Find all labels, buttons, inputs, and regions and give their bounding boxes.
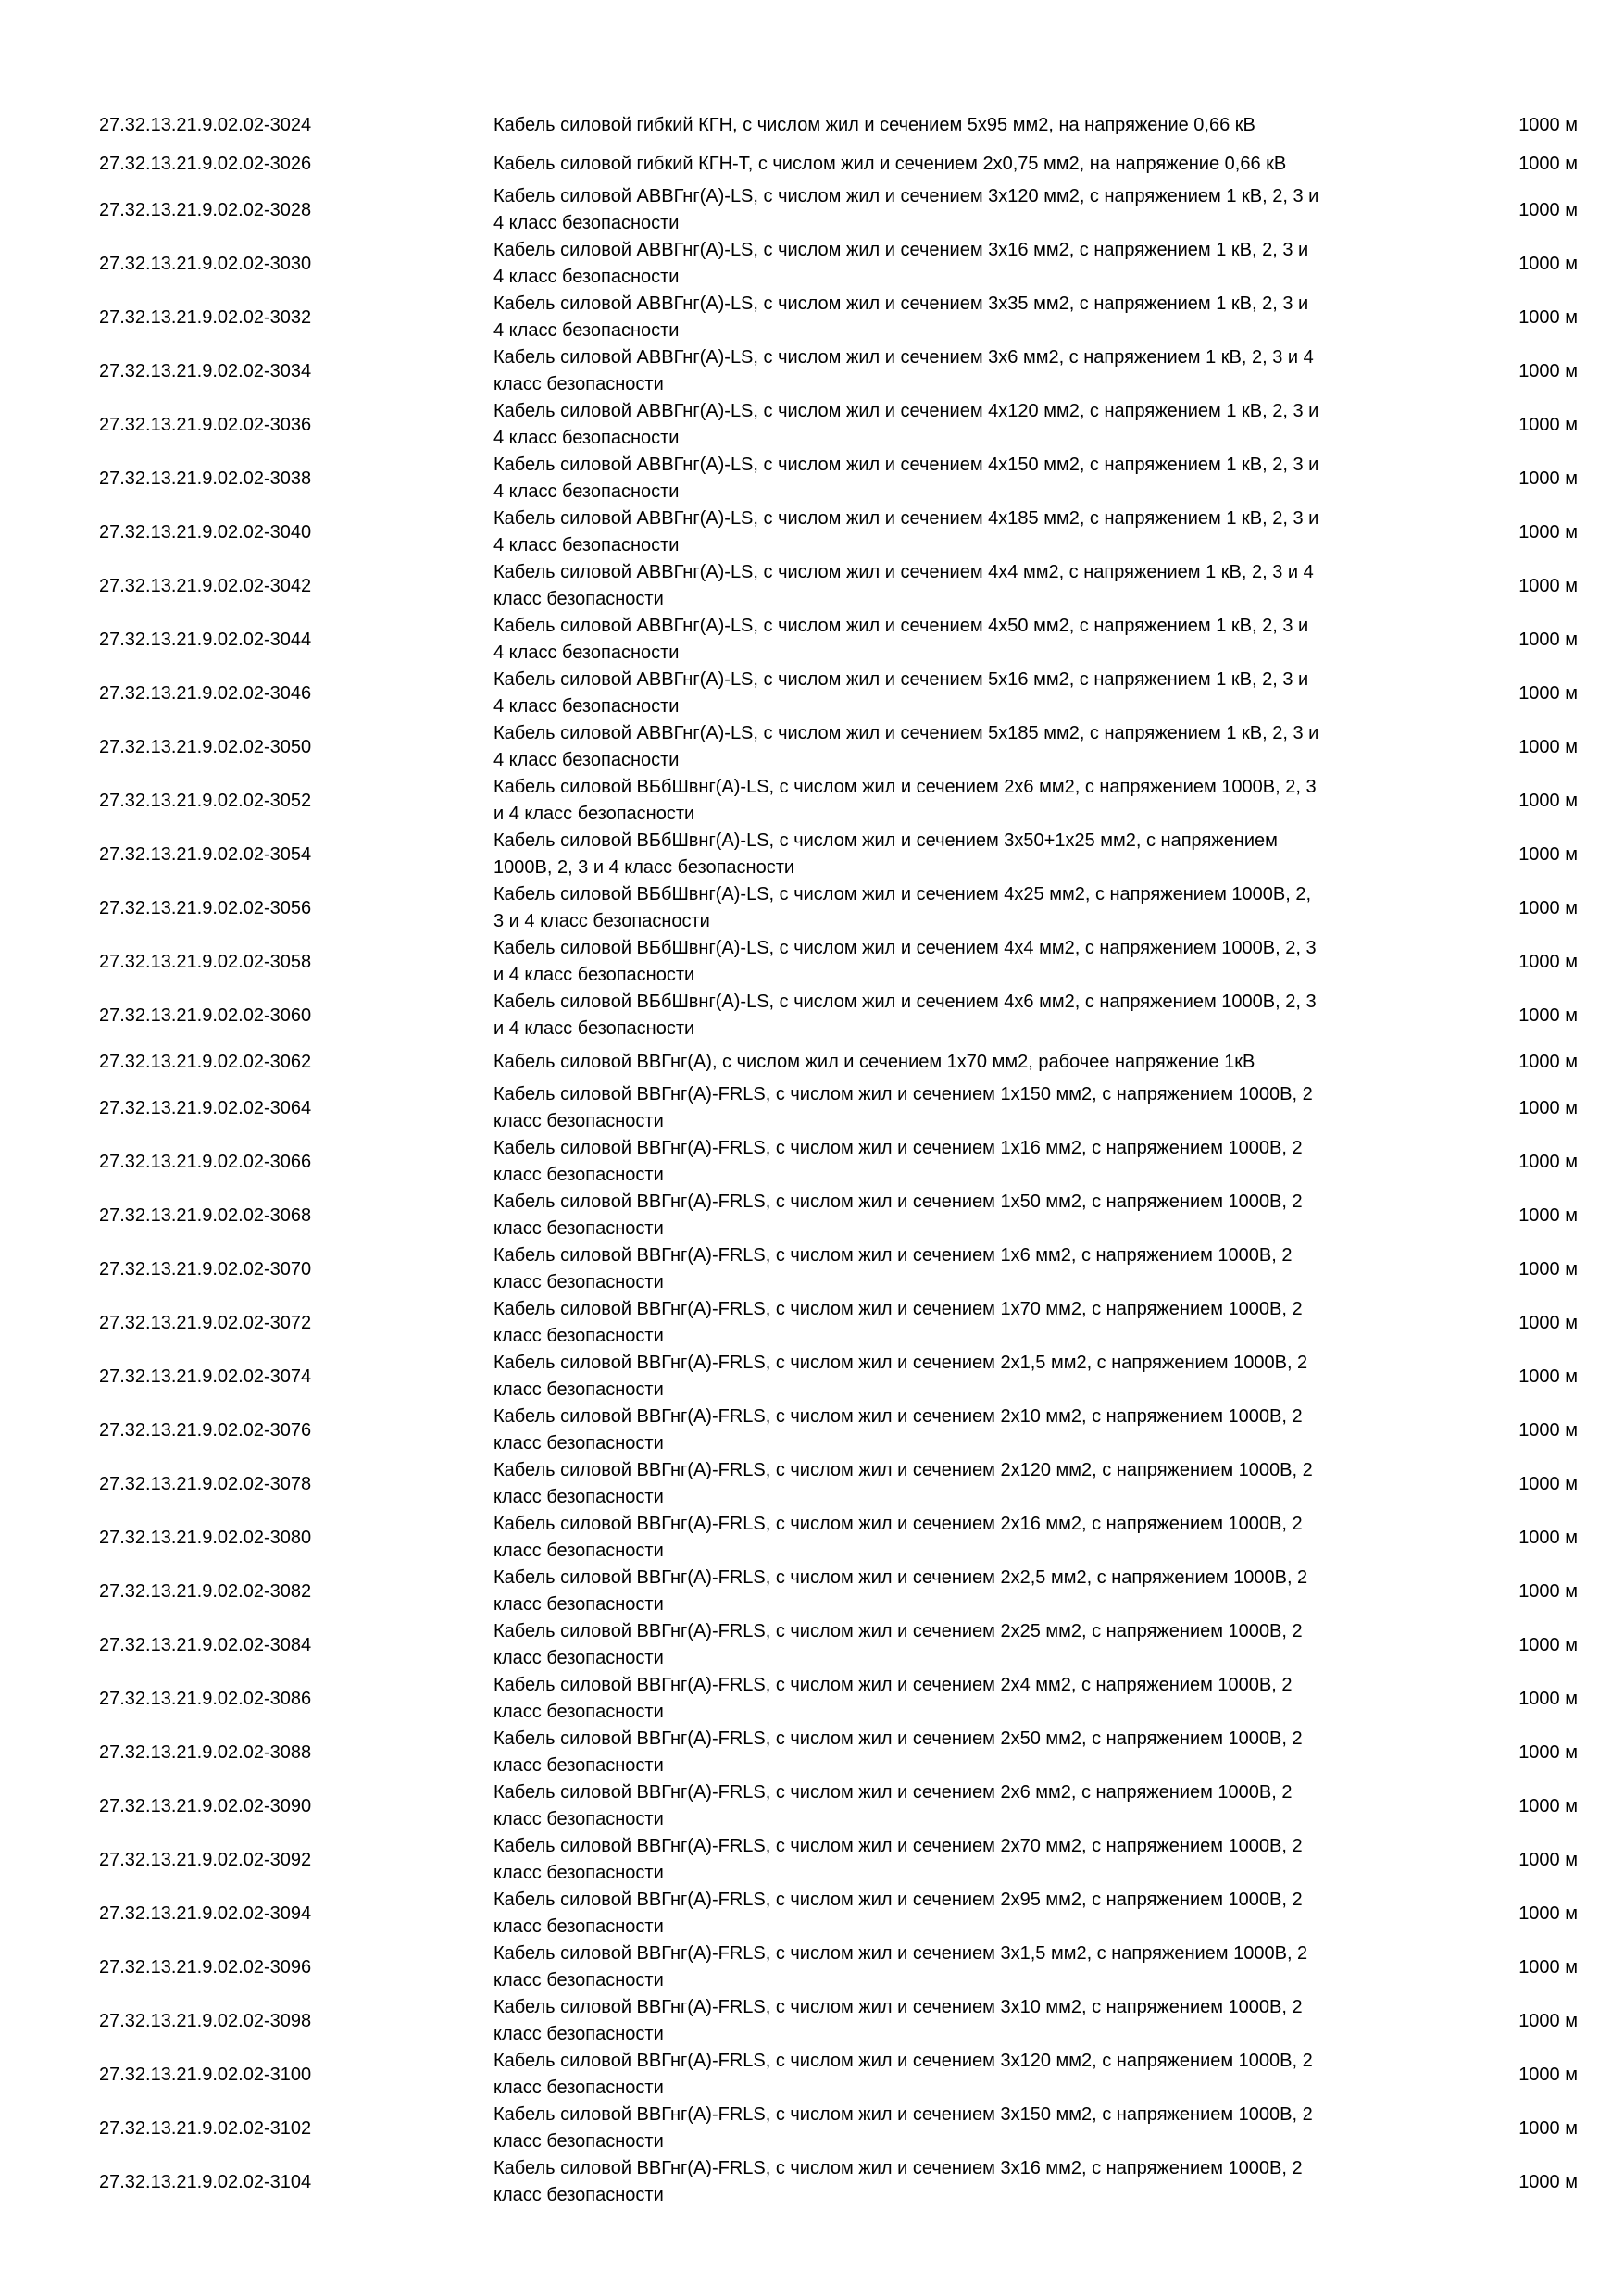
item-unit: 1000 м [1518, 253, 1578, 274]
item-description: Кабель силовой ВВГнг(А)-FRLS, с числом жил и сечением 1х6 мм2, с напряжением 1000В, 2 класс безопасности [493, 1245, 1293, 1292]
item-description: Кабель силовой АВВГнг(А)-LS, с числом жил и сечением 4х150 мм2, с напряжением 1 кВ, 2, 3 и 4 класс безопасности [493, 455, 1319, 502]
item-description: Кабель силовой ВВГнг(А)-FRLS, с числом жил и сечением 1х16 мм2, с напряжением 1000В, 2 класс безопасности [493, 1138, 1303, 1185]
item-code: 27.32.13.21.9.02.02-3028 [99, 199, 312, 220]
item-unit: 1000 м [1518, 843, 1578, 865]
item-code: 27.32.13.21.9.02.02-3074 [99, 1366, 312, 1387]
item-unit: 1000 м [1518, 414, 1578, 435]
item-code: 27.32.13.21.9.02.02-3080 [99, 1527, 312, 1548]
item-code: 27.32.13.21.9.02.02-3034 [99, 360, 312, 381]
table-row [0, 291, 1624, 344]
item-code: 27.32.13.21.9.02.02-3050 [99, 736, 312, 757]
item-description: Кабель силовой ВВГнг(А)-FRLS, с числом жил и сечением 1х50 мм2, с напряжением 1000В, 2 класс безопасности [493, 1192, 1303, 1239]
table-row [0, 720, 1624, 774]
item-description: Кабель силовой ВВГнг(А)-FRLS, с числом жил и сечением 2х25 мм2, с напряжением 1000В, 2 класс безопасности [493, 1621, 1303, 1668]
table-row [0, 1042, 1624, 1081]
table-row [0, 2155, 1624, 2209]
item-unit: 1000 м [1518, 1795, 1578, 1816]
item-code: 27.32.13.21.9.02.02-3032 [99, 306, 312, 328]
item-description: Кабель силовой ВВГнг(А)-FRLS, с числом жил и сечением 2х50 мм2, с напряжением 1000В, 2 класс безопасности [493, 1728, 1303, 1776]
table-row [0, 1672, 1624, 1726]
item-unit: 1000 м [1518, 1151, 1578, 1172]
item-unit: 1000 м [1518, 153, 1578, 174]
table-row [0, 505, 1624, 559]
item-unit: 1000 м [1518, 306, 1578, 328]
item-code: 27.32.13.21.9.02.02-3094 [99, 1903, 312, 1924]
item-unit: 1000 м [1518, 468, 1578, 489]
table-row [0, 106, 1624, 144]
item-unit: 1000 м [1518, 1527, 1578, 1548]
item-unit: 1000 м [1518, 1097, 1578, 1118]
table-row [0, 1242, 1624, 1296]
item-code: 27.32.13.21.9.02.02-3030 [99, 253, 312, 274]
item-unit: 1000 м [1518, 1580, 1578, 1602]
item-code: 27.32.13.21.9.02.02-3086 [99, 1688, 312, 1709]
table-row [0, 2102, 1624, 2155]
item-description: Кабель силовой АВВГнг(А)-LS, с числом жил и сечением 4х50 мм2, с напряжением 1 кВ, 2, 3 и 4 класс безопасности [493, 616, 1309, 663]
item-description: Кабель силовой АВВГнг(А)-LS, с числом жил и сечением 4х4 мм2, с напряжением 1 кВ, 2, 3 и 4 класс безопасности [493, 562, 1314, 609]
item-description: Кабель силовой АВВГнг(А)-LS, с числом жил и сечением 4х185 мм2, с напряжением 1 кВ, 2, 3 и 4 класс безопасности [493, 508, 1319, 555]
table-row [0, 774, 1624, 828]
item-description: Кабель силовой ВБбШвнг(А)-LS, с числом жил и сечением 2х6 мм2, с напряжением 1000В, 2, 3 и 4 класс безопасности [493, 777, 1317, 824]
item-description: Кабель силовой гибкий КГН, с числом жил и сечением 5х95 мм2, на напряжение 0,66 кВ [493, 114, 1255, 135]
item-code: 27.32.13.21.9.02.02-3078 [99, 1473, 312, 1494]
item-description: Кабель силовой ВВГнг(А)-FRLS, с числом жил и сечением 2х2,5 мм2, с напряжением 1000В, 2 класс безопасности [493, 1567, 1308, 1615]
item-code: 27.32.13.21.9.02.02-3046 [99, 682, 312, 704]
item-code: 27.32.13.21.9.02.02-3060 [99, 1004, 312, 1026]
item-code: 27.32.13.21.9.02.02-3038 [99, 468, 312, 489]
table-row [0, 1135, 1624, 1189]
item-description: Кабель силовой АВВГнг(А)-LS, с числом жил и сечением 3х120 мм2, с напряжением 1 кВ, 2, 3 и 4 класс безопасности [493, 186, 1319, 233]
item-code: 27.32.13.21.9.02.02-3026 [99, 153, 312, 174]
item-unit: 1000 м [1518, 736, 1578, 757]
item-code: 27.32.13.21.9.02.02-3098 [99, 2010, 312, 2031]
item-unit: 1000 м [1518, 682, 1578, 704]
table-row [0, 1726, 1624, 1779]
item-unit: 1000 м [1518, 2171, 1578, 2192]
item-unit: 1000 м [1518, 1956, 1578, 1978]
table-row [0, 1457, 1624, 1511]
item-unit: 1000 м [1518, 1366, 1578, 1387]
item-description: Кабель силовой ВБбШвнг(А)-LS, с числом жил и сечением 4х25 мм2, с напряжением 1000В, 2, 3 и 4 класс безопасности [493, 884, 1312, 931]
table-row [0, 1565, 1624, 1618]
table-row [0, 398, 1624, 452]
item-code: 27.32.13.21.9.02.02-3076 [99, 1419, 312, 1441]
item-unit: 1000 м [1518, 199, 1578, 220]
item-description: Кабель силовой АВВГнг(А)-LS, с числом жил и сечением 5х185 мм2, с напряжением 1 кВ, 2, 3 и 4 класс безопасности [493, 723, 1319, 770]
item-code: 27.32.13.21.9.02.02-3056 [99, 897, 312, 918]
item-description: Кабель силовой ВВГнг(А)-FRLS, с числом жил и сечением 3х1,5 мм2, с напряжением 1000В, 2 класс безопасности [493, 1943, 1308, 1990]
item-code: 27.32.13.21.9.02.02-3104 [99, 2171, 312, 2192]
item-description: Кабель силовой АВВГнг(А)-LS, с числом жил и сечением 4х120 мм2, с напряжением 1 кВ, 2, 3 и 4 класс безопасности [493, 401, 1319, 448]
item-unit: 1000 м [1518, 1312, 1578, 1333]
item-code: 27.32.13.21.9.02.02-3066 [99, 1151, 312, 1172]
item-unit: 1000 м [1518, 1051, 1578, 1072]
table-row [0, 1296, 1624, 1350]
item-description: Кабель силовой ВВГнг(А)-FRLS, с числом жил и сечением 1х150 мм2, с напряжением 1000В, 2 класс безопасности [493, 1084, 1313, 1131]
item-unit: 1000 м [1518, 114, 1578, 135]
table-row [0, 1779, 1624, 1833]
item-description: Кабель силовой АВВГнг(А)-LS, с числом жил и сечением 3х6 мм2, с напряжением 1 кВ, 2, 3 и 4 класс безопасности [493, 347, 1314, 394]
item-code: 27.32.13.21.9.02.02-3090 [99, 1795, 312, 1816]
item-code: 27.32.13.21.9.02.02-3040 [99, 521, 312, 543]
item-unit: 1000 м [1518, 897, 1578, 918]
item-unit: 1000 м [1518, 790, 1578, 811]
item-unit: 1000 м [1518, 1204, 1578, 1226]
table-row [0, 237, 1624, 291]
table-row [0, 559, 1624, 613]
item-description: Кабель силовой ВВГнг(А), с числом жил и сечением 1х70 мм2, рабочее напряжение 1кВ [493, 1051, 1255, 1072]
item-code: 27.32.13.21.9.02.02-3102 [99, 2117, 312, 2139]
item-unit: 1000 м [1518, 951, 1578, 972]
item-code: 27.32.13.21.9.02.02-3064 [99, 1097, 312, 1118]
item-code: 27.32.13.21.9.02.02-3042 [99, 575, 312, 596]
item-description: Кабель силовой ВВГнг(А)-FRLS, с числом жил и сечением 3х150 мм2, с напряжением 1000В, 2 класс безопасности [493, 2104, 1313, 2152]
table-row [0, 1350, 1624, 1404]
item-code: 27.32.13.21.9.02.02-3082 [99, 1580, 312, 1602]
item-unit: 1000 м [1518, 1741, 1578, 1763]
item-unit: 1000 м [1518, 2064, 1578, 2085]
item-unit: 1000 м [1518, 1258, 1578, 1279]
table-row [0, 828, 1624, 881]
item-unit: 1000 м [1518, 1903, 1578, 1924]
item-unit: 1000 м [1518, 1688, 1578, 1709]
item-description: Кабель силовой АВВГнг(А)-LS, с числом жил и сечением 3х35 мм2, с напряжением 1 кВ, 2, 3 и 4 класс безопасности [493, 293, 1309, 341]
item-description: Кабель силовой ВВГнг(А)-FRLS, с числом жил и сечением 2х4 мм2, с напряжением 1000В, 2 класс безопасности [493, 1675, 1293, 1722]
item-description: Кабель силовой ВВГнг(А)-FRLS, с числом жил и сечением 2х70 мм2, с напряжением 1000В, 2 класс безопасности [493, 1836, 1303, 1883]
item-unit: 1000 м [1518, 1634, 1578, 1655]
item-unit: 1000 м [1518, 1473, 1578, 1494]
item-description: Кабель силовой ВВГнг(А)-FRLS, с числом жил и сечением 2х95 мм2, с напряжением 1000В, 2 класс безопасности [493, 1890, 1303, 1937]
table-row [0, 1511, 1624, 1565]
item-unit: 1000 м [1518, 1849, 1578, 1870]
item-code: 27.32.13.21.9.02.02-3054 [99, 843, 312, 865]
table-row [0, 667, 1624, 720]
item-description: Кабель силовой ВВГнг(А)-FRLS, с числом жил и сечением 2х6 мм2, с напряжением 1000В, 2 класс безопасности [493, 1782, 1293, 1829]
table-row [0, 989, 1624, 1042]
item-description: Кабель силовой ВБбШвнг(А)-LS, с числом жил и сечением 4х4 мм2, с напряжением 1000В, 2, 3 и 4 класс безопасности [493, 938, 1317, 985]
item-code: 27.32.13.21.9.02.02-3100 [99, 2064, 312, 2085]
table-row [0, 613, 1624, 667]
item-code: 27.32.13.21.9.02.02-3036 [99, 414, 312, 435]
table-row [0, 452, 1624, 505]
item-description: Кабель силовой АВВГнг(А)-LS, с числом жил и сечением 5х16 мм2, с напряжением 1 кВ, 2, 3 и 4 класс безопасности [493, 669, 1309, 717]
table-row [0, 183, 1624, 237]
table-row [0, 881, 1624, 935]
table-row [0, 1189, 1624, 1242]
item-code: 27.32.13.21.9.02.02-3096 [99, 1956, 312, 1978]
item-code: 27.32.13.21.9.02.02-3068 [99, 1204, 312, 1226]
table-row [0, 1618, 1624, 1672]
item-code: 27.32.13.21.9.02.02-3052 [99, 790, 312, 811]
item-unit: 1000 м [1518, 1004, 1578, 1026]
item-description: Кабель силовой ВВГнг(А)-FRLS, с числом жил и сечением 3х10 мм2, с напряжением 1000В, 2 класс безопасности [493, 1997, 1303, 2044]
item-unit: 1000 м [1518, 1419, 1578, 1441]
table-row [0, 1404, 1624, 1457]
item-description: Кабель силовой ВВГнг(А)-FRLS, с числом жил и сечением 3х16 мм2, с напряжением 1000В, 2 класс безопасности [493, 2158, 1303, 2205]
item-code: 27.32.13.21.9.02.02-3088 [99, 1741, 312, 1763]
item-code: 27.32.13.21.9.02.02-3084 [99, 1634, 312, 1655]
table-row [0, 1081, 1624, 1135]
item-unit: 1000 м [1518, 360, 1578, 381]
item-unit: 1000 м [1518, 2010, 1578, 2031]
item-code: 27.32.13.21.9.02.02-3072 [99, 1312, 312, 1333]
item-code: 27.32.13.21.9.02.02-3044 [99, 629, 312, 650]
table-row [0, 2048, 1624, 2102]
table-row [0, 144, 1624, 183]
table-row [0, 1940, 1624, 1994]
item-description: Кабель силовой АВВГнг(А)-LS, с числом жил и сечением 3х16 мм2, с напряжением 1 кВ, 2, 3 и 4 класс безопасности [493, 240, 1309, 287]
item-description: Кабель силовой ВВГнг(А)-FRLS, с числом жил и сечением 3х120 мм2, с напряжением 1000В, 2 класс безопасности [493, 2051, 1313, 2098]
item-code: 27.32.13.21.9.02.02-3024 [99, 114, 312, 135]
table-row [0, 935, 1624, 989]
item-description: Кабель силовой ВВГнг(А)-FRLS, с числом жил и сечением 2х1,5 мм2, с напряжением 1000В, 2 класс безопасности [493, 1353, 1308, 1400]
table-row [0, 1994, 1624, 2048]
item-unit: 1000 м [1518, 629, 1578, 650]
item-unit: 1000 м [1518, 521, 1578, 543]
item-description: Кабель силовой ВБбШвнг(А)-LS, с числом жил и сечением 4х6 мм2, с напряжением 1000В, 2, 3 и 4 класс безопасности [493, 992, 1317, 1039]
item-unit: 1000 м [1518, 2117, 1578, 2139]
price-list-table [0, 106, 1624, 2209]
item-description: Кабель силовой ВВГнг(А)-FRLS, с числом жил и сечением 1х70 мм2, с напряжением 1000В, 2 класс безопасности [493, 1299, 1303, 1346]
table-row [0, 1833, 1624, 1887]
item-description: Кабель силовой ВВГнг(А)-FRLS, с числом жил и сечением 2х16 мм2, с напряжением 1000В, 2 класс безопасности [493, 1514, 1303, 1561]
item-description: Кабель силовой гибкий КГН-Т, с числом жил и сечением 2х0,75 мм2, на напряжение 0,66 кВ [493, 153, 1287, 174]
table-row [0, 1887, 1624, 1940]
item-description: Кабель силовой ВВГнг(А)-FRLS, с числом жил и сечением 2х120 мм2, с напряжением 1000В, 2 класс безопасности [493, 1460, 1313, 1507]
item-description: Кабель силовой ВБбШвнг(А)-LS, с числом жил и сечением 3х50+1х25 мм2, с напряжением 1000В, 2, 3 и 4 класс безопасности [493, 830, 1278, 878]
item-unit: 1000 м [1518, 575, 1578, 596]
table-row [0, 344, 1624, 398]
item-code: 27.32.13.21.9.02.02-3058 [99, 951, 312, 972]
item-code: 27.32.13.21.9.02.02-3092 [99, 1849, 312, 1870]
item-code: 27.32.13.21.9.02.02-3070 [99, 1258, 312, 1279]
item-code: 27.32.13.21.9.02.02-3062 [99, 1051, 312, 1072]
item-description: Кабель силовой ВВГнг(А)-FRLS, с числом жил и сечением 2х10 мм2, с напряжением 1000В, 2 класс безопасности [493, 1406, 1303, 1454]
